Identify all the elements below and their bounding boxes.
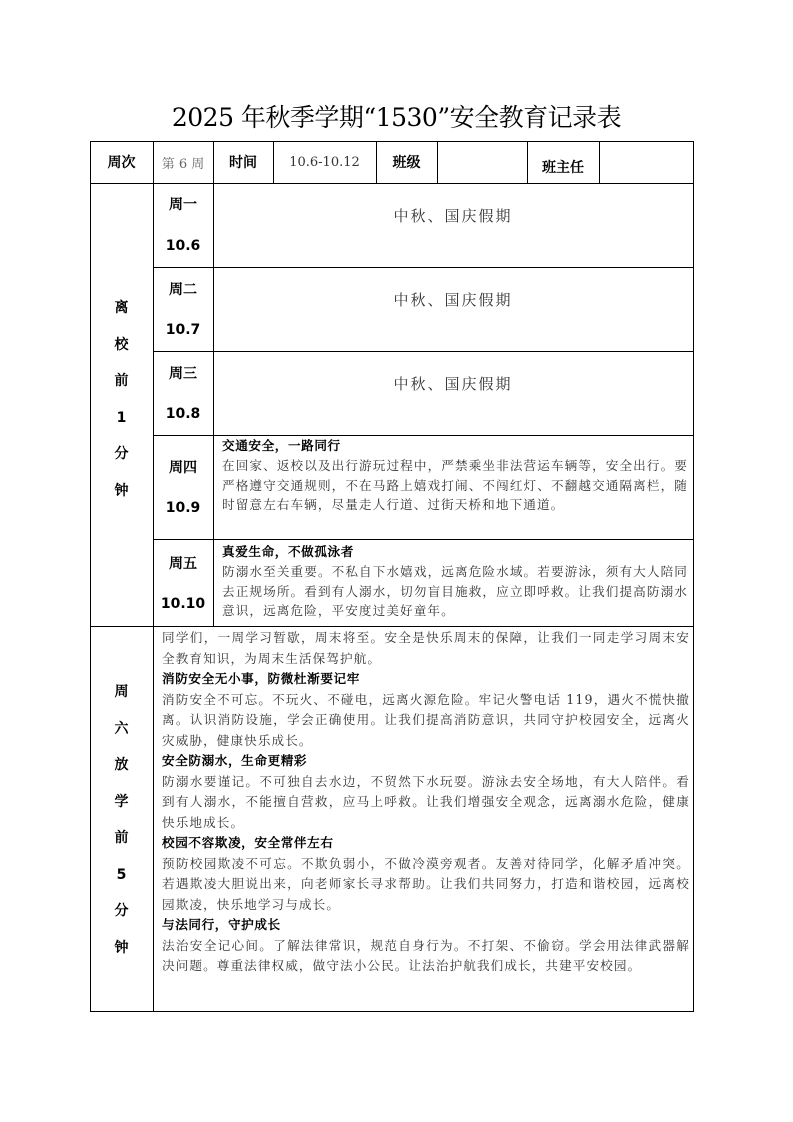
thursday-body: 在回家、返校以及出行游玩过程中，严禁乘坐非法营运车辆等，安全出行。要严格遵守交通规则，不在马路上嬉戏打闹、不闯红灯、不翻越交通隔离栏，随时留意左右车辆，尽量走人行道、过街天桥和地下通道。 (222, 457, 688, 513)
day-friday: 周五 (169, 556, 197, 572)
thursday-heading: 交通安全，一路同行 (222, 438, 341, 453)
section1-label-char: 1 (116, 409, 127, 426)
time-value: 10.6-10.12 (289, 154, 360, 170)
divider (153, 539, 694, 540)
section2-label (90, 674, 153, 966)
saturday-content (162, 628, 690, 977)
date-monday: 10.6 (165, 238, 201, 254)
divider (213, 183, 214, 626)
section2-label-char: 学 (114, 793, 129, 810)
section2-label-char: 周 (114, 684, 129, 700)
section2-label-char: 5 (116, 866, 127, 883)
friday-body: 防溺水至关重要。不私自下水嬉戏，远离危险水域。若要游泳，须有大人陪同去正规场所。看到有人溺水，切勿盲目施救，应立即呼救。让我们提高防溺水意识，远离危险，平安度过美好童年。 (222, 563, 688, 619)
section2-label-char: 放 (114, 757, 129, 773)
date-thursday: 10.9 (165, 500, 201, 516)
time-label: 时间 (229, 155, 257, 171)
section1-label-char: 校 (114, 336, 129, 353)
section1-label-char: 钟 (114, 482, 129, 499)
topic-body: 消防安全不可忘。不玩火、不碰电，远离火源危险。牢记火警电话 119，遇火不慌快撤离。认识消防设施，学会正确使用。让我们提高消防意识，共同守护校园安全，远离火灾威胁，健康快乐成长。 (162, 691, 690, 748)
teacher-value[interactable] (599, 141, 694, 183)
section1-label (90, 290, 153, 509)
day-monday: 周一 (169, 197, 197, 213)
divider (90, 183, 694, 184)
week-label: 周次 (107, 155, 136, 171)
section2-label-char: 前 (114, 830, 129, 846)
date-wednesday: 10.8 (165, 406, 201, 422)
section2-label-char: 六 (114, 720, 129, 737)
week-value: 第 6 周 (161, 156, 205, 172)
divider (153, 267, 694, 268)
date-friday: 10.10 (160, 596, 206, 612)
saturday-intro: 同学们，一周学习暂歇，周末将至。安全是快乐周末的保障，让我们一同走学习周末安全教育知识，为周末生活保驾护航。 (162, 630, 690, 666)
date-tuesday: 10.7 (165, 322, 201, 338)
topic-heading: 安全防溺水，生命更精彩 (162, 753, 308, 768)
thursday-content (222, 436, 688, 515)
friday-heading: 真爱生命，不做孤泳者 (222, 544, 354, 559)
divider (153, 351, 694, 352)
topic-body: 预防校园欺凌不可忘。不欺负弱小，不做冷漠旁观者。友善对待同学，化解矛盾冲突。若遇欺凌大胆说出来，向老师家长寻求帮助。让我们共同努力，打造和谐校园，远离校园欺凌，快乐地学习与成长。 (162, 855, 690, 912)
topic-body: 法治安全记心间。了解法律常识，规范自身行为。不打架、不偷窃。学会用法律武器解决问题。尊重法律权威，做守法小公民。让法治护航我们成长，共建平安校园。 (162, 937, 690, 973)
section1-label-char: 前 (114, 373, 129, 389)
topic-heading: 与法同行，守护成长 (162, 917, 281, 932)
topic-heading: 消防安全无小事，防微杜渐要记牢 (162, 671, 360, 686)
section1-label-char: 离 (114, 300, 129, 316)
friday-content (222, 542, 688, 621)
topic-heading: 校园不容欺凌，安全常伴左右 (162, 835, 334, 850)
day-wednesday: 周三 (169, 366, 197, 382)
tuesday-content: 中秋、国庆假期 (393, 291, 513, 309)
wednesday-content: 中秋、国庆假期 (393, 375, 513, 393)
monday-content: 中秋、国庆假期 (393, 207, 513, 225)
class-label: 班级 (392, 155, 421, 171)
day-tuesday: 周二 (169, 282, 197, 298)
topic-body: 防溺水要谨记。不可独自去水边，不贸然下水玩耍。游泳去安全场地，有大人陪伴。看到有人溺水，不能擅自营救，应马上呼救。让我们增强安全观念，远离溺水危险，健康快乐地成长。 (162, 773, 690, 830)
divider (90, 626, 694, 627)
section2-label-char: 钟 (114, 939, 129, 956)
day-thursday: 周四 (169, 460, 197, 476)
section1-label-char: 分 (114, 446, 129, 462)
class-value[interactable] (437, 141, 527, 183)
teacher-label: 班主任 (542, 160, 584, 176)
page-title: 2025 年秋季学期“1530”安全教育记录表 (171, 103, 622, 132)
section2-label-char: 分 (114, 903, 129, 919)
